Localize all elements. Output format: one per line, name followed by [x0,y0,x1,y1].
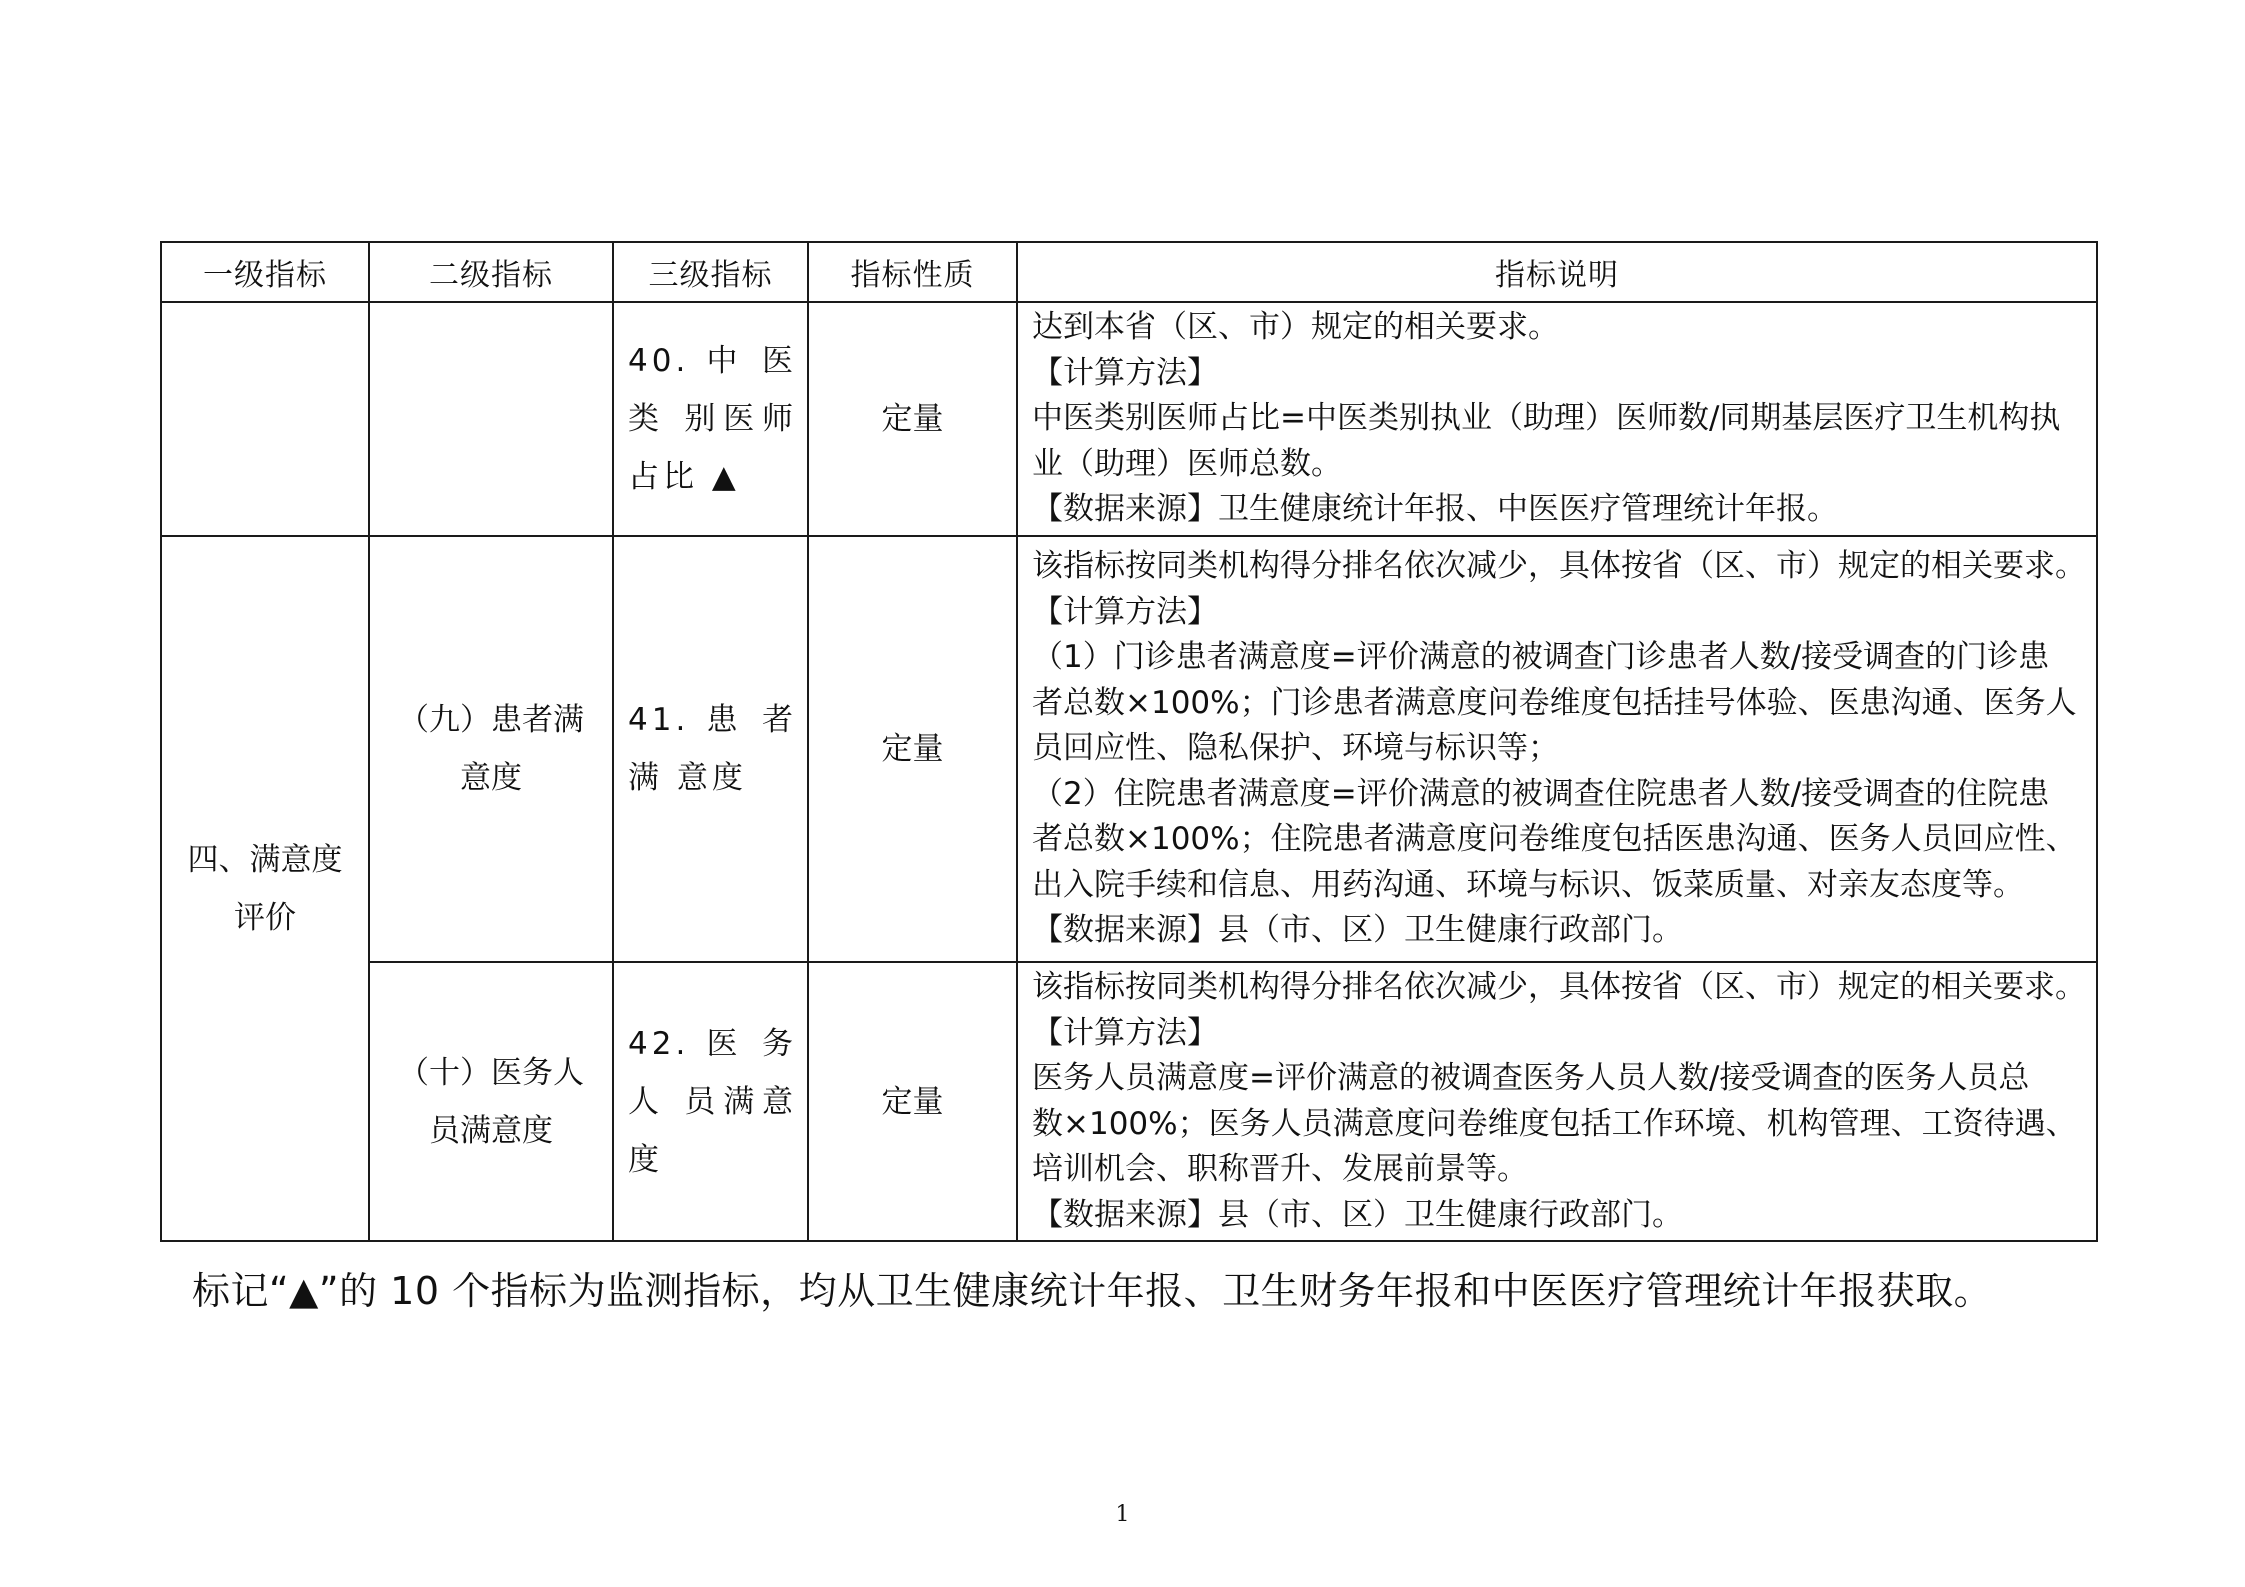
description-line: （1）门诊患者满意度=评价满意的被调查门诊患者人数/接受调查的门诊患 [1032,639,2050,676]
header-nature: 指标性质 [808,242,1017,302]
level3-cell: 42. 医 务 人 员满意度 [613,962,808,1241]
indicator-table [160,241,2098,1242]
level1-cell-empty [161,302,369,536]
level2-cell: （十）医务人员满意度 [369,962,613,1241]
header-level2: 二级指标 [369,242,613,302]
nature-cell: 定量 [808,302,1017,536]
description-line: 【数据来源】县（市、区）卫生健康行政部门。 [1032,1196,1683,1233]
description-line: 该指标按同类机构得分排名依次减少，具体按省（区、市）规定的相关要求。 [1032,548,2086,585]
description-cell [1017,536,2097,962]
header-description: 指标说明 [1017,242,2097,302]
description-line: 【计算方法】 [1032,593,1218,630]
table-header-row [161,242,2097,302]
description-line: 【数据来源】县（市、区）卫生健康行政部门。 [1032,912,1683,949]
nature-cell: 定量 [808,536,1017,962]
description-line: 【数据来源】卫生健康统计年报、中医医疗管理统计年报。 [1032,491,1838,528]
nature-cell: 定量 [808,962,1017,1241]
table-row [161,962,2097,1241]
description-line: 员回应性、隐私保护、环境与标识等； [1032,730,1559,767]
header-level3: 三级指标 [613,242,808,302]
level2-cell-empty [369,302,613,536]
description-line: 培训机会、职称晋升、发展前景等。 [1032,1151,1528,1187]
level1-cell: 四、满意度评价 [161,536,369,1241]
description-line: 数×100%；医务人员满意度问卷维度包括工作环境、机构管理、工资待遇、 [1032,1105,2077,1142]
level2-cell: （九）患者满意度 [369,536,613,962]
description-line: 【计算方法】 [1032,1014,1218,1051]
header-level1: 一级指标 [161,242,369,302]
description-line: 业（助理）医师总数。 [1032,445,1342,482]
description-line: 中医类别医师占比=中医类别执业（助理）医师数/同期基层医疗卫生机构执 [1032,400,2061,437]
description-line: 者总数×100%；门诊患者满意度问卷维度包括挂号体验、医患沟通、医务人 [1032,684,2077,721]
description-line: 出入院手续和信息、用药沟通、环境与标识、饭菜质量、对亲友态度等。 [1032,866,2024,903]
page-number: 1 [1115,1502,1130,1527]
description-line: （2）住院患者满意度=评价满意的被调查住院患者人数/接受调查的住院患 [1032,775,2050,812]
description-line: 【计算方法】 [1032,354,1218,391]
description-line: 达到本省（区、市）规定的相关要求。 [1032,309,1559,346]
table-row [161,302,2097,536]
level3-cell: 41. 患 者 满 意度 [613,536,808,962]
table-footnote: 标记“▲”的 10 个指标为监测指标，均从卫生健康统计年报、卫生财务年报和中医医疗管理统计年报获取。 [192,1269,1993,1313]
level3-cell: 40. 中 医 类 别医师占比 ▲ [613,302,808,536]
description-line: 者总数×100%；住院患者满意度问卷维度包括医患沟通、医务人员回应性、 [1032,821,2077,858]
description-line: 医务人员满意度=评价满意的被调查医务人员人数/接受调查的医务人员总 [1032,1060,2030,1096]
description-cell [1017,302,2097,536]
description-cell [1017,962,2097,1241]
table-row [161,536,2097,962]
description-line: 该指标按同类机构得分排名依次减少，具体按省（区、市）规定的相关要求。 [1032,969,2086,1005]
